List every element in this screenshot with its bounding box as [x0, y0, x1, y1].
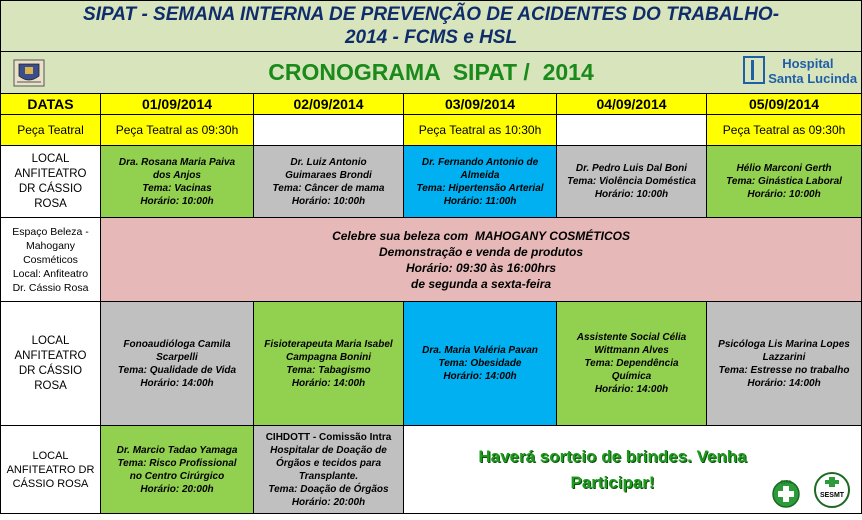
event-line: Tema: Doação de Órgãos — [268, 483, 389, 495]
event-line: Fisioterapeuta Maria Isabel — [264, 338, 393, 350]
event-cell — [254, 302, 404, 426]
hospital-logo-icon — [743, 56, 765, 84]
promo-line: Horário: 09:30 às 16:00hrs — [405, 260, 557, 275]
location-line: LOCAL — [32, 449, 69, 462]
event-line: Horário: 20:00h — [140, 483, 214, 495]
event-line: Scarpelli — [156, 351, 198, 363]
promo-line: de segunda a sexta-feira — [411, 276, 552, 291]
event-line: Hélio Marconi Gerth — [736, 163, 832, 174]
event-line: Dra. Rosana Maria Paiva — [118, 156, 236, 168]
event-line: Transplante. — [298, 470, 359, 482]
event-line: Tema: Dependência — [584, 358, 679, 369]
event-line: Tema: Estresse no trabalho — [718, 364, 850, 376]
raffle-line: Participar! — [570, 472, 655, 492]
event-cell — [254, 426, 404, 514]
event-line: Horário: 10:00h — [291, 195, 366, 207]
event-cell — [707, 146, 862, 218]
event-line: Horário: 10:00h — [747, 189, 821, 200]
promo-cell — [101, 218, 862, 302]
event-cell — [101, 426, 254, 514]
event-line: Horário: 14:00h — [747, 377, 821, 389]
event-line: Tema: Violência Doméstica — [567, 176, 696, 187]
event-line: Horário: 10:00h — [594, 189, 669, 200]
sesmt-logo-icon — [813, 471, 851, 509]
lecture-row-2 — [1, 302, 862, 426]
event-cell — [101, 146, 254, 218]
event-line: CIHDOTT - Comissão Intra — [265, 431, 392, 443]
event-line: Dr. Marcio Tadao Yamaga — [116, 444, 238, 456]
event-line: Fonoaudióloga Camila — [123, 338, 231, 350]
lecture-row-1 — [1, 146, 862, 218]
header-date: 04/09/2014 — [557, 94, 707, 115]
promo-line: Celebre sua beleza com MAHOGANY COSMÉTICOS — [332, 228, 630, 243]
location-line: ANFITEATRO — [14, 167, 87, 180]
cipa-logo-text: CIPA — [780, 480, 792, 486]
event-line: Horário: 14:00h — [443, 371, 517, 382]
event-cell — [254, 146, 404, 218]
location-line: ROSA — [34, 379, 67, 392]
event-line: Tema: Qualidade de Vida — [117, 364, 237, 376]
event-line: Dr. Luiz Antonio — [290, 156, 367, 168]
raffle-cell — [404, 426, 862, 514]
location-line: Mahogany — [25, 239, 76, 252]
location-line: CÁSSIO ROSA — [12, 477, 89, 490]
location-line: ROSA — [34, 197, 67, 210]
theater-cell: Peça Teatral as 09:30h — [101, 115, 254, 146]
location-line: Espaço Beleza - — [12, 225, 89, 238]
event-cell — [404, 146, 557, 218]
banner-line-2: 2014 - FCMS e HSL — [344, 27, 518, 48]
promo-row — [1, 218, 862, 302]
location-line: Local: Anfiteatro — [12, 267, 89, 280]
event-cell — [707, 302, 862, 426]
hospital-logo-line-2: Santa Lucinda — [768, 71, 858, 86]
title-row — [1, 52, 862, 94]
event-line: Guimaraes Brondi — [285, 169, 372, 181]
header-datas: DATAS — [1, 94, 101, 115]
raffle-line: Haverá sorteio de brindes. Venha — [478, 446, 747, 466]
theater-cell-empty — [557, 115, 707, 146]
event-line: Dr. Pedro Luis Dal Boni — [575, 163, 688, 174]
event-line: no Centro Cirúrgico — [129, 470, 225, 482]
event-line: Horário: 14:00h — [594, 384, 669, 395]
theater-cell: Peça Teatral as 09:30h — [707, 115, 862, 146]
location-line: DR CÁSSIO — [18, 182, 83, 195]
event-line: Tema: Hipertensão Arterial — [416, 182, 544, 194]
location-line: LOCAL — [31, 334, 70, 347]
banner — [1, 1, 862, 52]
theater-cell-empty — [254, 115, 404, 146]
event-line: Horário: 10:00h — [140, 195, 214, 207]
event-line: Tema: Obesidade — [438, 358, 522, 369]
event-cell — [404, 302, 557, 426]
event-line: Horário: 14:00h — [291, 377, 366, 389]
event-line: Horário: 14:00h — [140, 377, 214, 389]
header-date: 03/09/2014 — [404, 94, 557, 115]
lecture-row-3 — [1, 426, 862, 514]
location-cell — [1, 218, 101, 302]
hospital-logo-line-1: Hospital — [782, 56, 834, 71]
header-date: 05/09/2014 — [707, 94, 862, 115]
event-cell — [557, 302, 707, 426]
location-line: Cosméticos — [23, 253, 78, 266]
event-line: Campagna Bonini — [285, 351, 371, 363]
event-line: Tema: Vacinas — [142, 182, 212, 194]
event-line: Assistente Social Célia — [576, 332, 687, 343]
event-line: Tema: Câncer de mama — [272, 182, 385, 194]
event-line: Dra. Maria Valéria Pavan — [422, 345, 538, 356]
location-cell — [1, 146, 101, 218]
location-line: Dr. Cássio Rosa — [12, 281, 89, 294]
promo-line: Demonstração e venda de produtos — [379, 244, 584, 259]
header-date: 01/09/2014 — [101, 94, 254, 115]
event-line: Tema: Ginástica Laboral — [726, 176, 842, 187]
event-line: Psicóloga Lis Marina Lopes — [718, 338, 850, 350]
event-line: Química — [611, 371, 652, 382]
location-line: DR CÁSSIO — [18, 364, 83, 377]
location-line: LOCAL — [31, 152, 70, 165]
sesmt-logo-text: SESMT — [820, 492, 845, 499]
university-crest-icon — [11, 58, 47, 88]
page-title: CRONOGRAMA SIPAT / 2014 — [268, 59, 594, 85]
event-line: Tema: Risco Profissional — [117, 457, 237, 469]
event-line: Horário: 20:00h — [291, 496, 366, 508]
event-cell — [557, 146, 707, 218]
location-cell — [1, 426, 101, 514]
cipa-logo-icon — [766, 479, 806, 509]
theater-cell: Peça Teatral as 10:30h — [404, 115, 557, 146]
header-row — [1, 94, 862, 115]
event-line: Wittmann Alves — [594, 345, 669, 356]
theater-label: Peça Teatral — [1, 115, 101, 146]
banner-line-1: SIPAT - SEMANA INTERNA DE PREVENÇÃO DE ACIDENTES DO TRABALHO- — [83, 4, 780, 25]
event-line: Almeida — [460, 169, 500, 181]
event-line: Órgãos e tecidos para — [275, 457, 382, 469]
header-date: 02/09/2014 — [254, 94, 404, 115]
event-line: Tema: Tabagismo — [286, 364, 371, 376]
location-line: ANFITEATRO DR — [6, 463, 95, 476]
event-line: Dr. Fernando Antonio de — [421, 156, 539, 168]
event-line: Hospitalar de Doação de — [270, 444, 387, 456]
hospital-logo — [743, 56, 857, 86]
event-line: Horário: 11:00h — [443, 195, 517, 207]
location-line: ANFITEATRO — [14, 349, 87, 362]
event-line: Lazzarini — [762, 351, 806, 363]
theater-row — [1, 115, 862, 146]
event-cell — [101, 302, 254, 426]
event-line: dos Anjos — [153, 169, 201, 181]
location-cell — [1, 302, 101, 426]
